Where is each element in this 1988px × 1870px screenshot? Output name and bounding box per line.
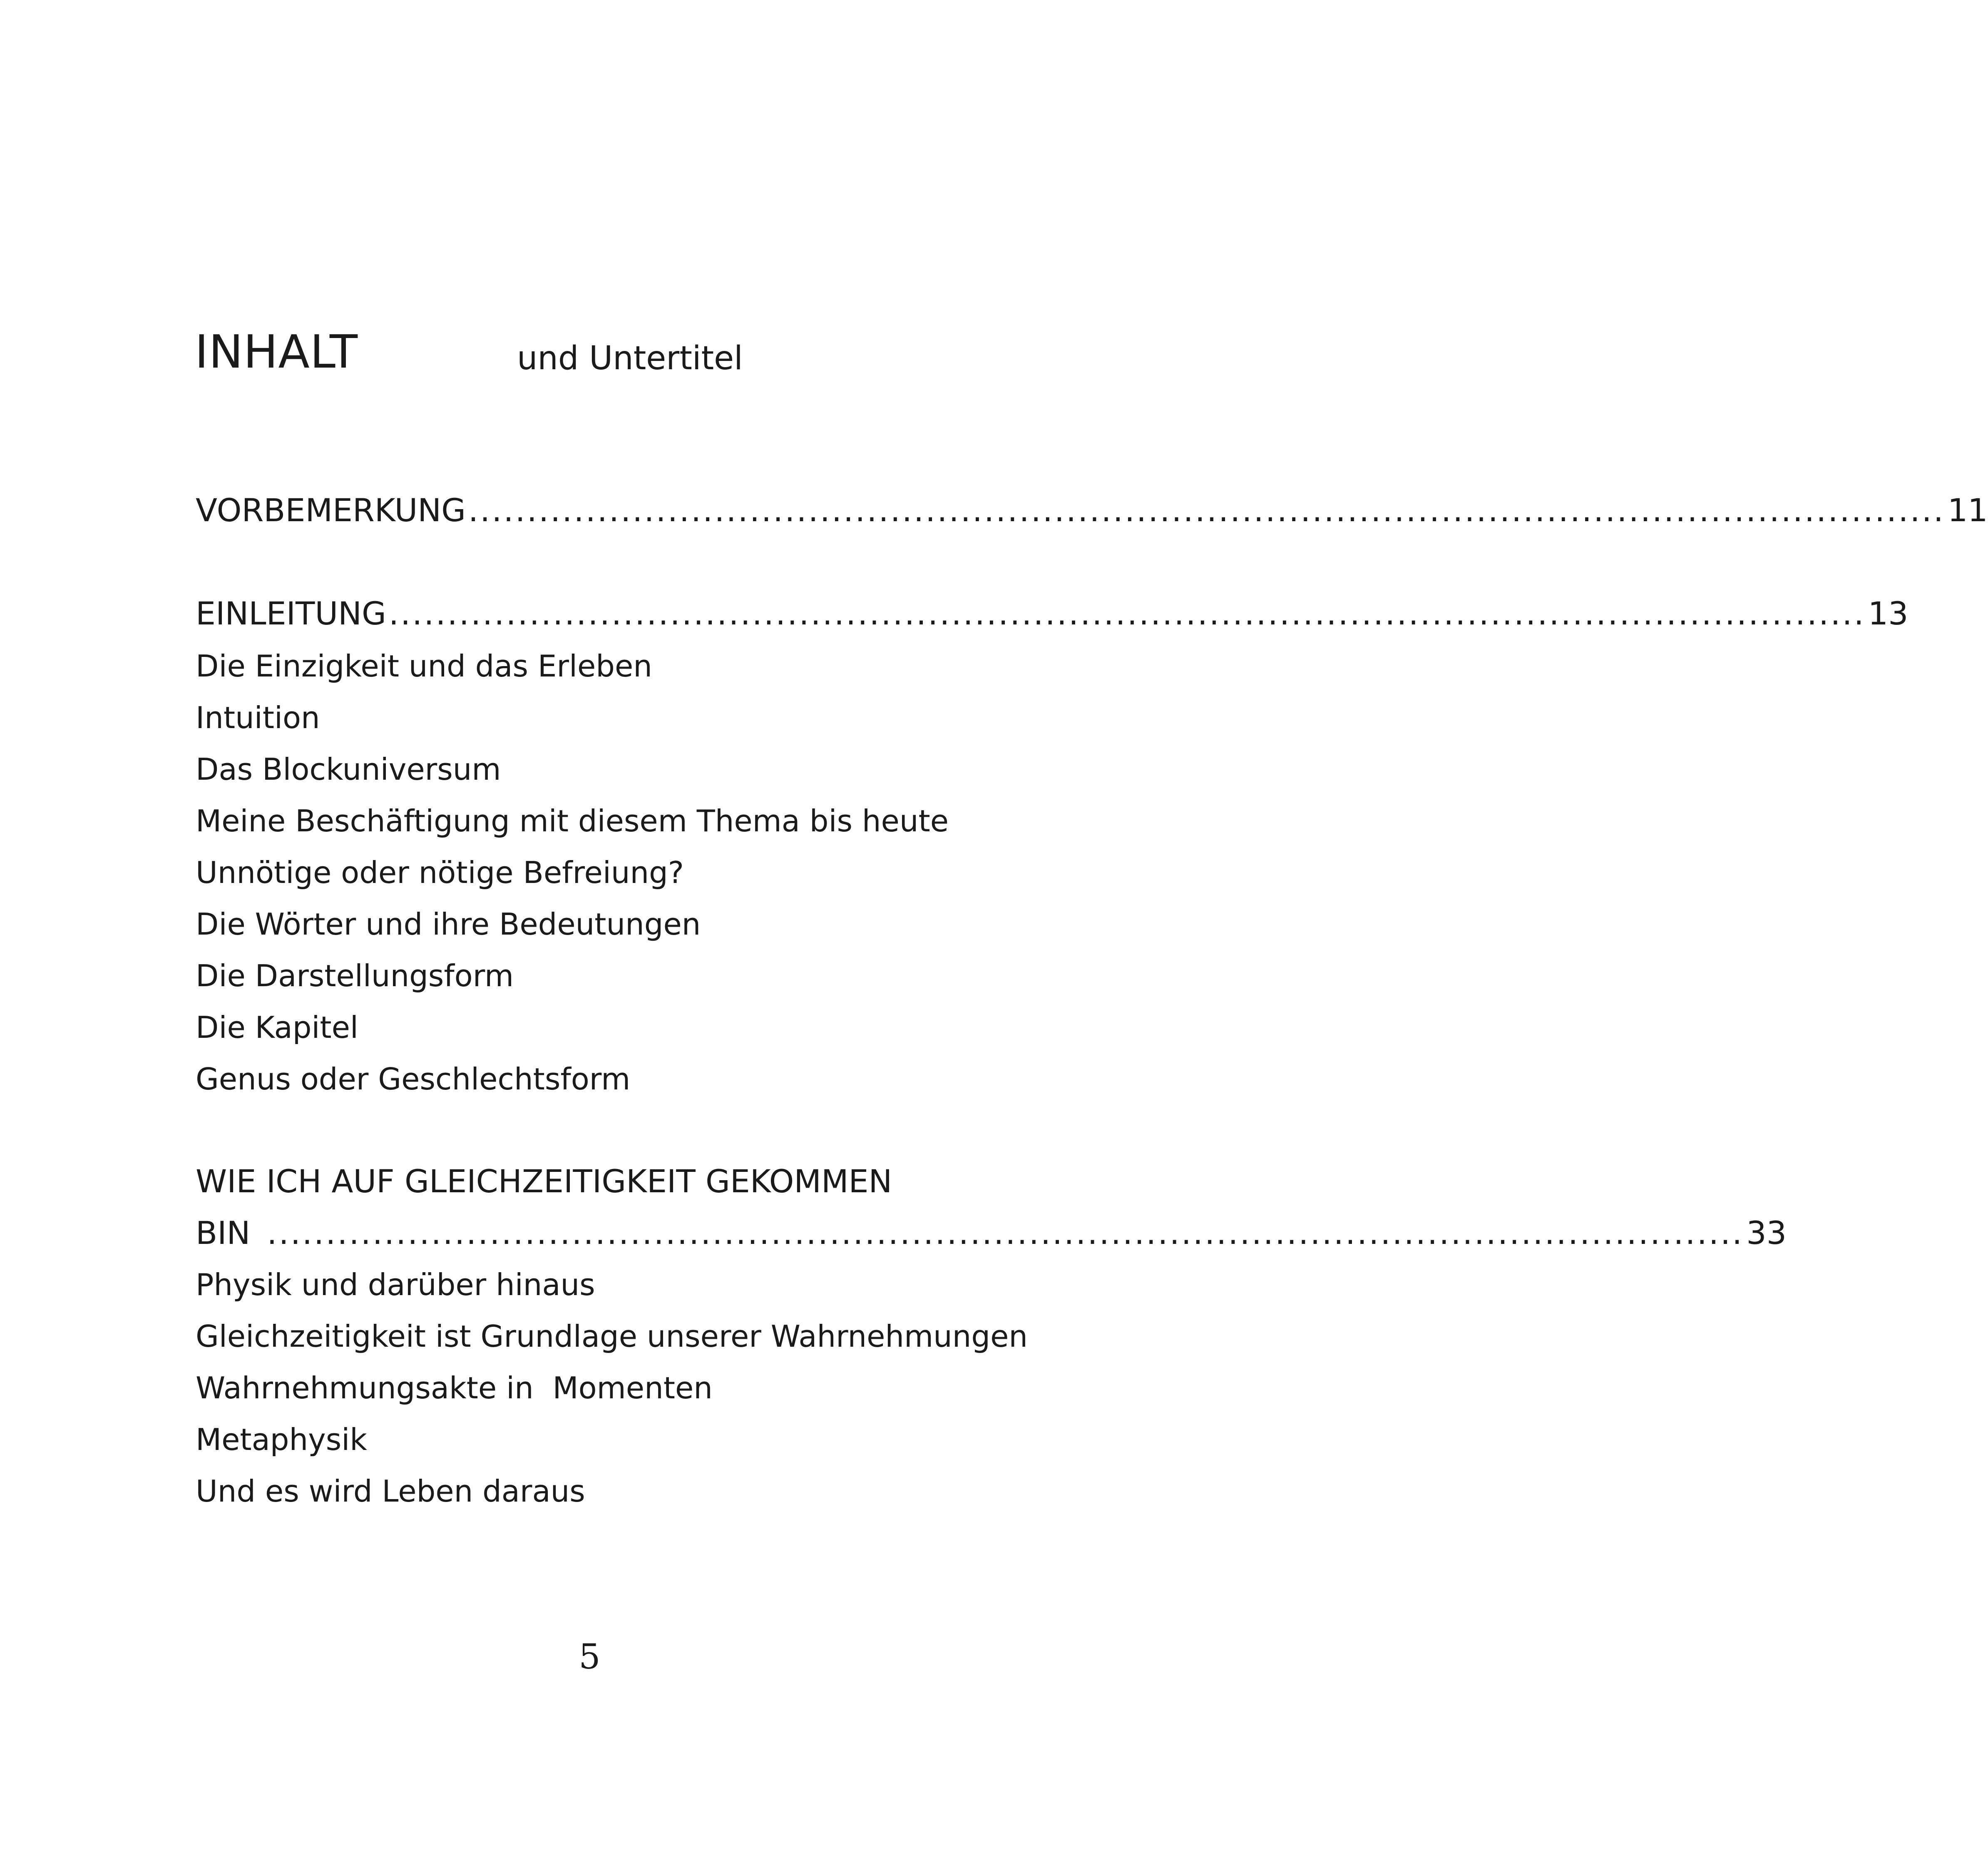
toc-entry-label: VORBEMERKUNG: [196, 492, 466, 529]
toc-title: INHALT: [195, 325, 358, 378]
toc-subentry: Genus oder Geschlechtsform: [196, 1062, 631, 1097]
toc-subentry: Wahrnehmungsakte in Momenten: [196, 1370, 713, 1405]
toc-subentry: Die Einzigkeit und das Erleben: [196, 649, 652, 684]
toc-entry-einleitung: [196, 595, 1908, 632]
toc-entry-page: 13: [1868, 595, 1908, 632]
toc-subentry: Die Wörter und ihre Bedeutungen: [196, 907, 701, 942]
dot-leader: ..............................................................................................................................: [267, 1214, 1744, 1251]
toc-subentry: Meine Beschäftigung mit diesem Thema bis heute: [196, 803, 949, 838]
toc-entry-label: BIN: [196, 1214, 251, 1251]
toc-entry-gleichzeitigkeit: [196, 1214, 1787, 1251]
toc-entry-label-line1: WIE ICH AUF GLEICHZEITIGKEIT GEKOMMEN: [196, 1163, 892, 1200]
toc-subentry: Metaphysik: [196, 1422, 367, 1457]
toc-subentry: Die Kapitel: [196, 1010, 358, 1045]
toc-subentry: Physik und darüber hinaus: [196, 1267, 595, 1302]
toc-subentry: Intuition: [196, 700, 320, 735]
toc-entry-vorbemerkung: [196, 492, 1988, 529]
toc-subentry: Das Blockuniversum: [196, 752, 501, 787]
page-number: 5: [579, 1637, 601, 1677]
dot-leader: ..............................................................................................................................: [388, 595, 1866, 632]
toc-subtitle: und Untertitel: [517, 340, 743, 377]
toc-subentry: Gleichzeitigkeit ist Grundlage unserer Wahrnehmungen: [196, 1319, 1028, 1354]
toc-subentry: Und es wird Leben daraus: [196, 1474, 585, 1509]
toc-entry-page: 11: [1947, 492, 1988, 529]
toc-subentry: Unnötige oder nötige Befreiung?: [196, 855, 684, 890]
toc-entry-label: EINLEITUNG: [196, 595, 386, 632]
toc-entry-page: 33: [1746, 1214, 1787, 1251]
toc-subentry: Die Darstellungsform: [196, 958, 514, 993]
dot-leader: ..............................................................................................................................: [468, 492, 1945, 529]
